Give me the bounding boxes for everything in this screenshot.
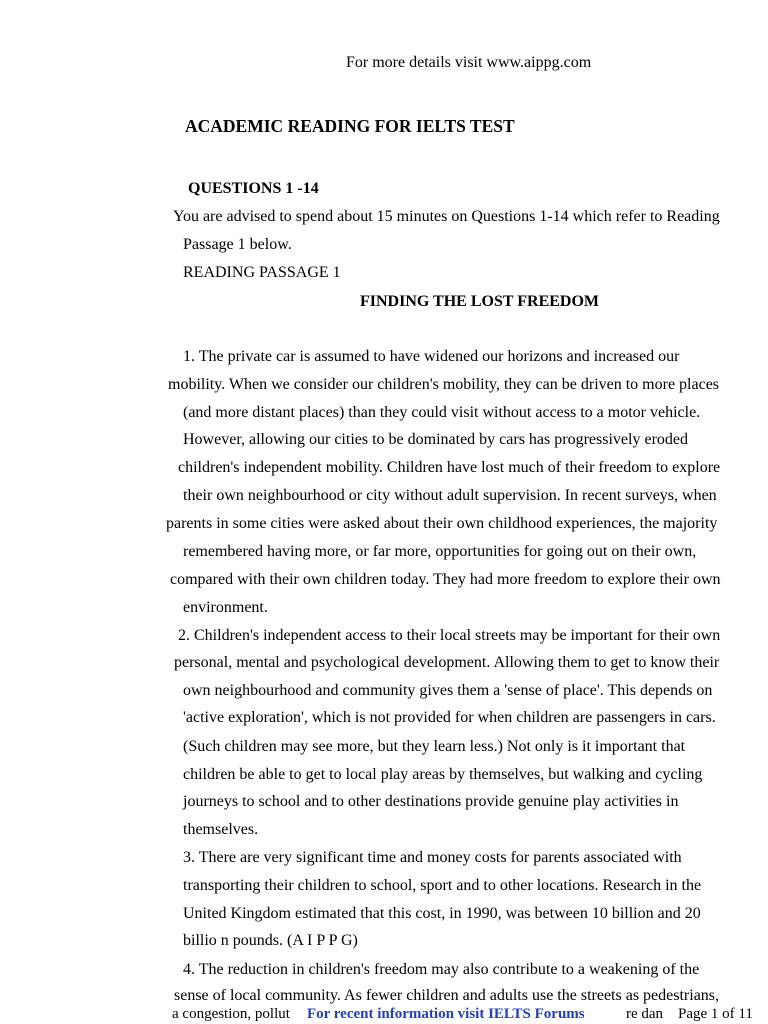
paragraph-line: journeys to school and to other destinations provide genuine play activities in	[183, 793, 679, 810]
document-title: ACADEMIC READING FOR IELTS TEST	[185, 116, 515, 136]
page-footer	[0, 1004, 768, 1024]
section-heading: QUESTIONS 1 -14	[188, 180, 319, 197]
instruction-line: Passage 1 below.	[183, 236, 292, 253]
paragraph-line: own neighbourhood and community gives them a 'sense of place'. This depends on	[183, 682, 713, 699]
header-text: For more details visit www.aippg.com	[346, 54, 592, 71]
paragraph-line: personal, mental and psychological development. Allowing them to get to know their	[174, 654, 720, 671]
paragraph-line: children's independent mobility. Children have lost much of their freedom to explore	[178, 459, 721, 476]
paragraph-line: their own neighbourhood or city without adult supervision. In recent surveys, when	[183, 487, 717, 504]
page-number-label: Page 1 of 11	[678, 1006, 753, 1022]
paragraph-line: However, allowing our cities to be dominated by cars has progressively eroded	[183, 431, 688, 448]
paragraph-line: sense of local community. As fewer children and adults use the streets as pedestrians,	[174, 987, 720, 1004]
passage-title: FINDING THE LOST FREEDOM	[360, 293, 600, 310]
paragraph-line: (Such children may see more, but they learn less.) Not only is it important that	[183, 738, 686, 755]
footer-forum-link[interactable]: For recent information visit IELTS Forums	[307, 1006, 585, 1022]
paragraph-line: remembered having more, or far more, opportunities for going out on their own,	[183, 543, 697, 560]
paragraph-line: transporting their children to school, sport and to other locations. Research in the	[183, 877, 702, 894]
footer-overlap-text: re dan	[626, 1006, 664, 1022]
paragraph-line: compared with their own children today. They had more freedom to explore their own	[170, 571, 721, 588]
paragraph-line: mobility. When we consider our children's mobility, they can be driven to more places	[168, 376, 720, 393]
paragraph-line: environment.	[183, 599, 268, 616]
footer-overlap-text: a congestion, pollut	[172, 1006, 290, 1022]
paragraph-line: 3. There are very significant time and money costs for parents associated with	[183, 849, 682, 866]
paragraph-line: (and more distant places) than they could visit without access to a motor vehicle.	[183, 404, 701, 421]
paragraph-line: 1. The private car is assumed to have widened our horizons and increased our	[183, 348, 680, 365]
passage-label: READING PASSAGE 1	[183, 264, 341, 281]
paragraph-line: 'active exploration', which is not provided for when children are passengers in cars.	[183, 709, 716, 726]
paragraph-line: children be able to get to local play areas by themselves, but walking and cycling	[183, 766, 703, 783]
paragraph-line: 4. The reduction in children's freedom may also contribute to a weakening of the	[183, 961, 700, 978]
paragraph-line: themselves.	[183, 821, 259, 838]
paragraph-line: 2. Children's independent access to their local streets may be important for their own	[178, 627, 721, 644]
paragraph-line: billio n pounds. (A I P P G)	[183, 932, 358, 949]
paragraph-line: parents in some cities were asked about their own childhood experiences, the majority	[166, 515, 718, 532]
paragraph-line: United Kingdom estimated that this cost, in 1990, was between 10 billion and 20	[183, 905, 701, 922]
instruction-line: You are advised to spend about 15 minutes on Questions 1-14 which refer to Reading	[173, 208, 720, 225]
